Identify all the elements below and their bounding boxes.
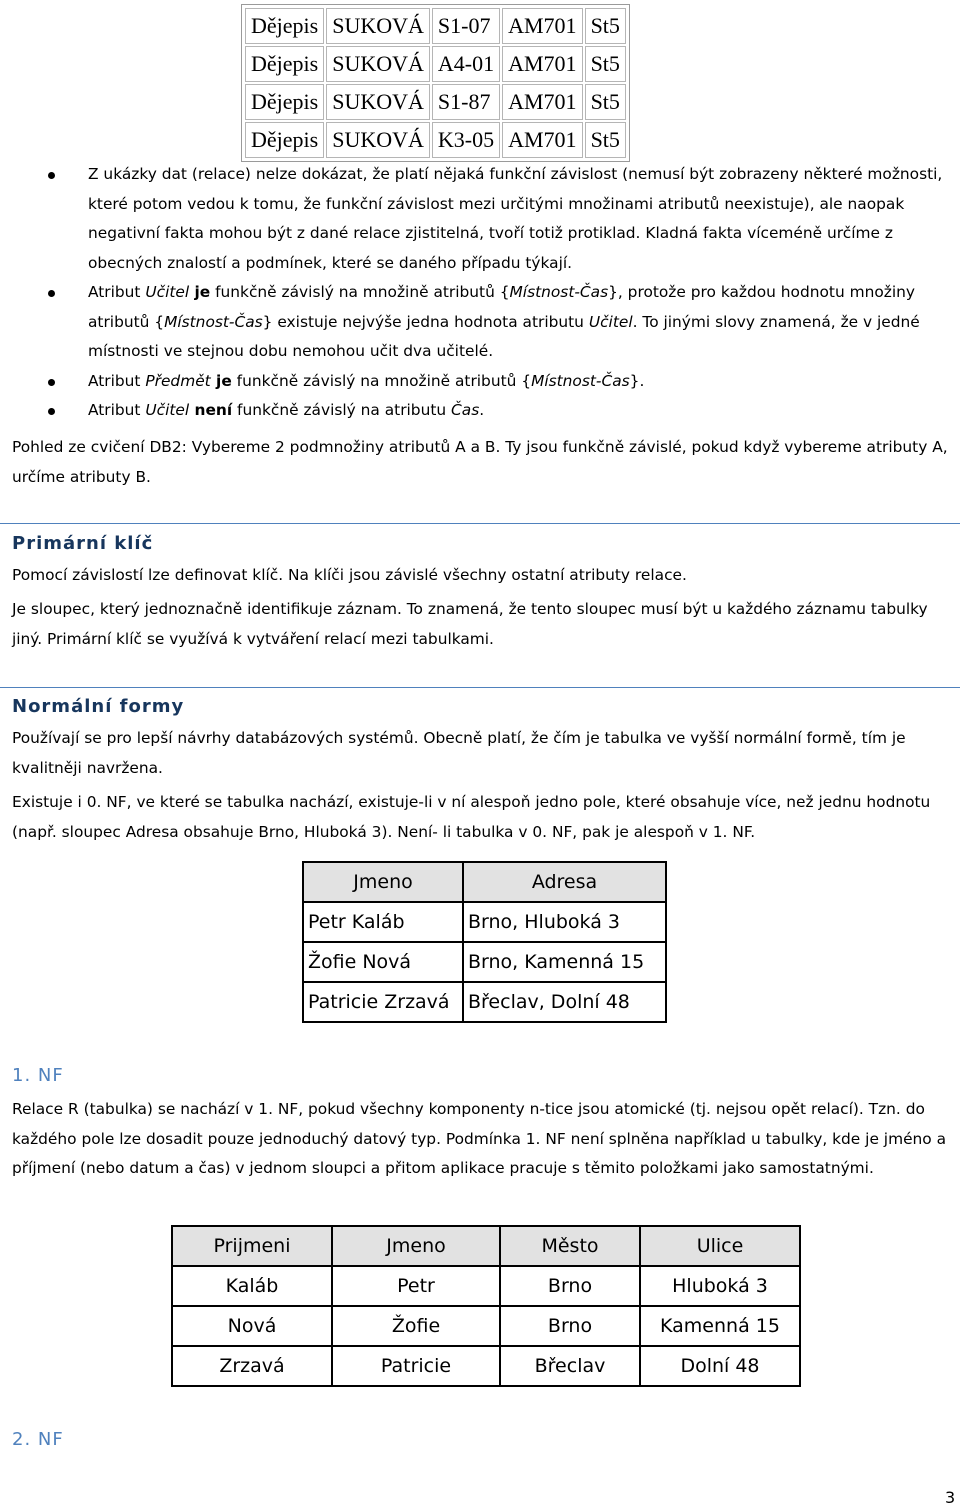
table-cell: Kamenná 15 [640,1306,800,1346]
heading-normalni-formy: Normální formy [12,696,185,717]
column-header: Adresa [463,862,666,902]
text-run: funkčně závislý na atributu [232,401,452,419]
column-header: Jmeno [332,1226,500,1266]
table-cell: AM701 [502,8,582,44]
table-row [245,8,626,44]
table-cell: Dolní 48 [640,1346,800,1386]
table-cell: S1-87 [432,84,500,120]
paragraph: Existuje i 0. NF, ve které se tabulka nachází, existuje-li v ní alespoň jedno pole, které obsahuje více, než jednu hodnotu (např. sloupec Adresa obsahuje Brno, Hluboká 3). Není- li tabulka v 0. NF, pak je alespoň v 1. NF. [12,793,931,841]
table-cell: Dějepis [245,122,324,158]
paragraph-pohled: Pohled ze cvičení DB2: Vybereme 2 podmnožiny atributů A a B. Ty jsou funkčně závislé, pokud když vybereme atributy A, určíme atributy B. [12,438,948,486]
table-cell: Nová [172,1306,332,1346]
table-cell: Brno [500,1306,640,1346]
term-cas: Čas [451,401,480,419]
table-cell: Brno [500,1266,640,1306]
term-predmet: Předmět [145,371,211,390]
table-row [245,46,626,82]
table-cell: Petr [332,1266,500,1306]
section-divider [0,687,960,688]
table-row [303,982,666,1022]
paragraph: Používají se pro lepší návrhy databázových systémů. Obecně platí, že čím je tabulka ve vyšší normální formě, tím je kvalitněji navržena. [12,729,906,777]
term-ucitel: Učitel [145,283,190,301]
bullet-icon [48,290,55,297]
table-cell: St5 [585,122,626,158]
bullet-text: Z ukázky dat (relace) nelze dokázat, že platí nějaká funkční závislost (nemusí být zobrazeny některé možnosti, které potom vedou k tomu, že funkční závislost mezi určitými množinami atributů neexistuje), ale naopak negativní fakta mohou být z dané relace zjistitelná, tvoří totiž protiklad. Kladná fakta víceméně určíme z obecných znalostí a podmínek, které se daného případu týkají. [88,165,943,272]
list-item [0,396,952,426]
term-ucitel: Učitel [145,401,190,419]
text-run: . To jinými slovy znamená, že v jedné místnosti ve stejnou dobu nemohou učit dva učitelé. [88,312,920,360]
table-cell: Hluboká 3 [640,1266,800,1306]
list-item [0,278,952,367]
table-cell: Dějepis [245,84,324,120]
term-mistnost-cas: Místnost-Čas [509,283,609,301]
table-cell: Břeclav, Dolní 48 [463,982,666,1022]
table-cell: Brno, Kamenná 15 [463,942,666,982]
top-table [241,4,630,162]
table-cell: S1-07 [432,8,500,44]
paragraph: Je sloupec, který jednoznačně identifikuje záznam. To znamená, že tento sloupec musí být u každého záznamu tabulky jiný. Primární klíč se využívá k vytváření relací mezi tabulkami. [12,600,928,648]
heading-2nf: 2. NF [12,1429,64,1450]
table-cell: AM701 [502,122,582,158]
table-cell: SUKOVÁ [326,8,430,44]
table-cell: AM701 [502,46,582,82]
page-number: 3 [945,1488,956,1507]
table-cell: AM701 [502,84,582,120]
text-run: . [479,401,485,419]
heading-1nf: 1. NF [12,1065,64,1086]
table-row [303,902,666,942]
column-header: Město [500,1226,640,1266]
text-run: }. [629,371,645,390]
table-cell: SUKOVÁ [326,84,430,120]
table-cell: Dějepis [245,8,324,44]
table-cell: A4-01 [432,46,500,82]
table-row [303,942,666,982]
bullet-icon [48,379,55,386]
text-run-bold: není [189,401,233,419]
table-cell: Patricie [332,1346,500,1386]
table-cell: Dějepis [245,46,324,82]
table-row [245,84,626,120]
text-run: Atribut [88,401,146,419]
table-row [172,1306,800,1346]
list-item [0,160,952,278]
text-run: Atribut [88,283,146,301]
bullet-icon [48,172,55,179]
bullet-list [0,160,952,426]
bullet-icon [48,408,55,415]
table-cell: Zrzavá [172,1346,332,1386]
column-header: Ulice [640,1226,800,1266]
section-divider [0,523,960,524]
column-header: Prijmeni [172,1226,332,1266]
term-ucitel: Učitel [588,312,633,331]
table-cell: SUKOVÁ [326,46,430,82]
table-cell: Žofie [332,1306,500,1346]
heading-primarni-klic: Primární klíč [12,533,154,554]
text-run: funkčně závislý na množině atributů { [210,283,510,301]
table-1nf [171,1225,801,1387]
table-cell: Petr Kaláb [303,902,463,942]
text-run: funkčně závislý na množině atributů { [231,371,532,390]
table-header-row [303,862,666,902]
table-cell: St5 [585,46,626,82]
table-row [245,122,626,158]
table-row [172,1266,800,1306]
text-run: } existuje nejvýše jedna hodnota atributu [262,312,589,331]
term-mistnost-cas: Místnost-Čas [531,371,630,390]
paragraph: Relace R (tabulka) se nachází v 1. NF, pokud všechny komponenty n-tice jsou atomické (tj. nejsou opět relací). Tzn. do každého pole lze dosadit pouze jednoduchý datový typ. Podmínka 1. NF není splněna například u tabulky, kde je jméno a příjmení (nebo datum a čas) v jednom sloupci a přitom aplikace pracuje s těmito položkami jako samostatnými. [12,1100,947,1177]
table-0nf [302,861,667,1023]
table-header-row [172,1226,800,1266]
table-cell: Kaláb [172,1266,332,1306]
table-cell: Patricie Zrzavá [303,982,463,1022]
term-mistnost-cas: Místnost-Čas [164,312,263,331]
table-cell: SUKOVÁ [326,122,430,158]
table-cell: Brno, Hluboká 3 [463,902,666,942]
text-run-bold: je [210,371,232,390]
paragraph: Pomocí závislostí lze definovat klíč. Na klíči jsou závislé všechny ostatní atributy relace. [12,566,687,584]
text-run: }, protože pro každou hodnotu množiny atributů { [88,283,915,331]
table-cell: K3-05 [432,122,500,158]
table-cell: St5 [585,84,626,120]
table-cell: Břeclav [500,1346,640,1386]
column-header: Jmeno [303,862,463,902]
list-item [0,367,952,397]
table-cell: Žofie Nová [303,942,463,982]
table-cell: St5 [585,8,626,44]
text-run: Atribut [88,371,146,390]
table-row [172,1346,800,1386]
text-run-bold: je [189,283,211,301]
